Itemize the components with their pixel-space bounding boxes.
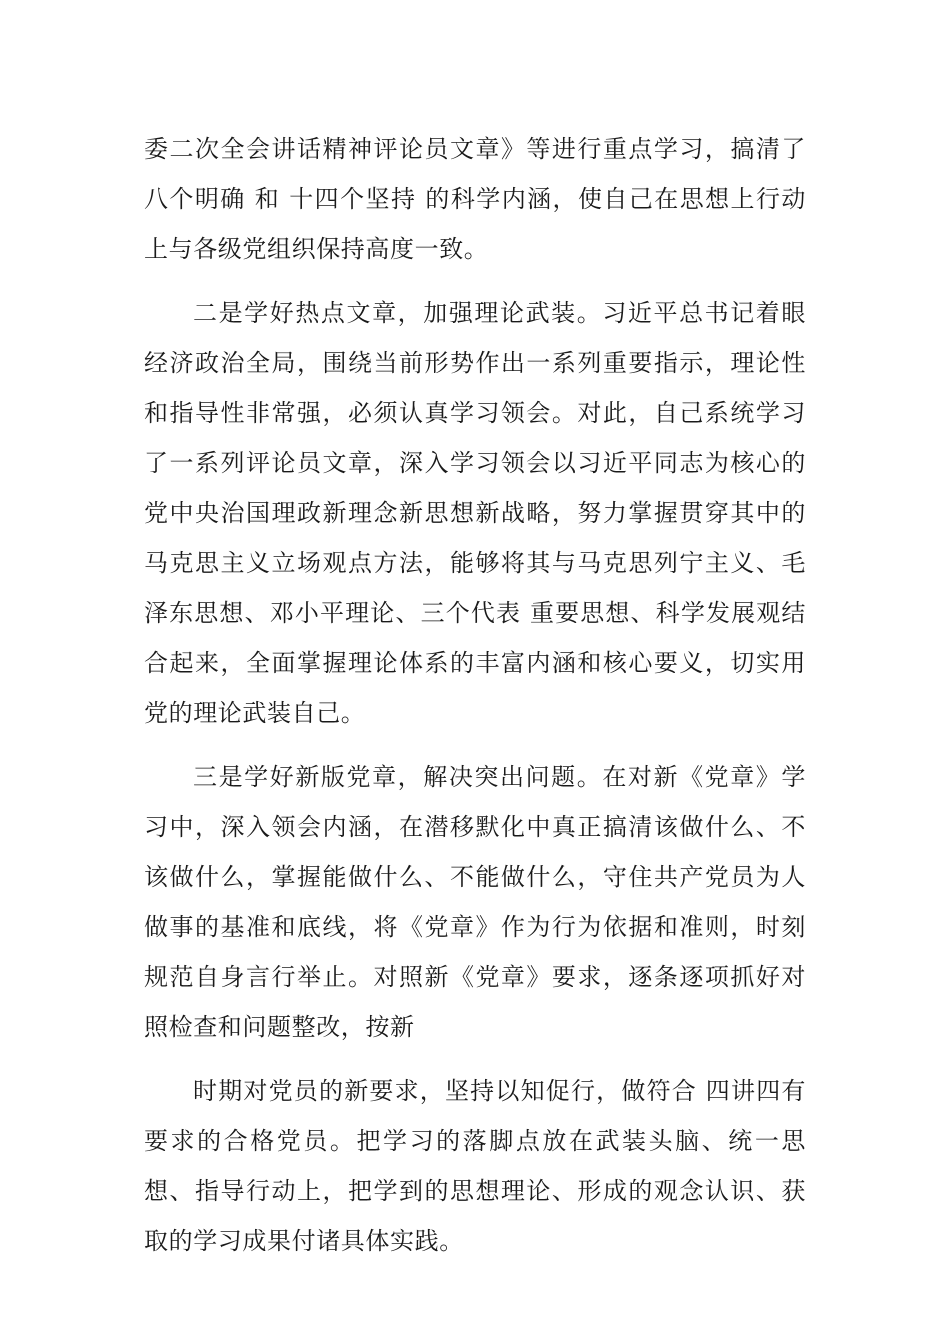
document-body [144, 124, 815, 1266]
paragraph-3: 三是学好新版党章，解决突出问题。在对新《党章》学习中，深入领会内涵，在潜移默化中真正搞清该做什么、不该做什么，掌握能做什么、不能做什么，守住共产党员为人做事的基准和底线，将《党章》作为行为依据和准则，时刻规范自身言行举止。对照新《党章》要求，逐条逐项抓好对照检查和问题整改，按新 [144, 763, 806, 1041]
paragraph-1: 委二次全会讲话精神评论员文章》等进行重点学习，搞清了 八个明确 和 十四个坚持 的科学内涵，使自己在思想上行动上与各级党组织保持高度一致。 [144, 135, 815, 263]
paragraph-2: 二是学好热点文章，加强理论武装。习近平总书记着眼经济政治全局，围绕当前形势作出一系列重要指示，理论性和指导性非常强，必须认真学习领会。对此，自己系统学习了一系列评论员文章，深入学习领会以习近平同志为核心的党中央治国理政新理念新思想新战略，努力掌握贯穿其中的马克思主义立场观点方法，能够将其与马克思列宁主义、毛泽东思想、邓小平理论、三个代表 重要思想、科学发展观结合起来，全面掌握理论体系的丰富内涵和核心要义，切实用党的理论武装自己。 [144, 299, 806, 727]
paragraph-4: 时期对党员的新要求，坚持以知促行，做符合 四讲四有 要求的合格党员。把学习的落脚点放在武装头脑、统一思想、指导行动上，把学到的思想理论、形成的观念认识、获取的学习成果付诸具体实践。 [144, 1077, 815, 1255]
